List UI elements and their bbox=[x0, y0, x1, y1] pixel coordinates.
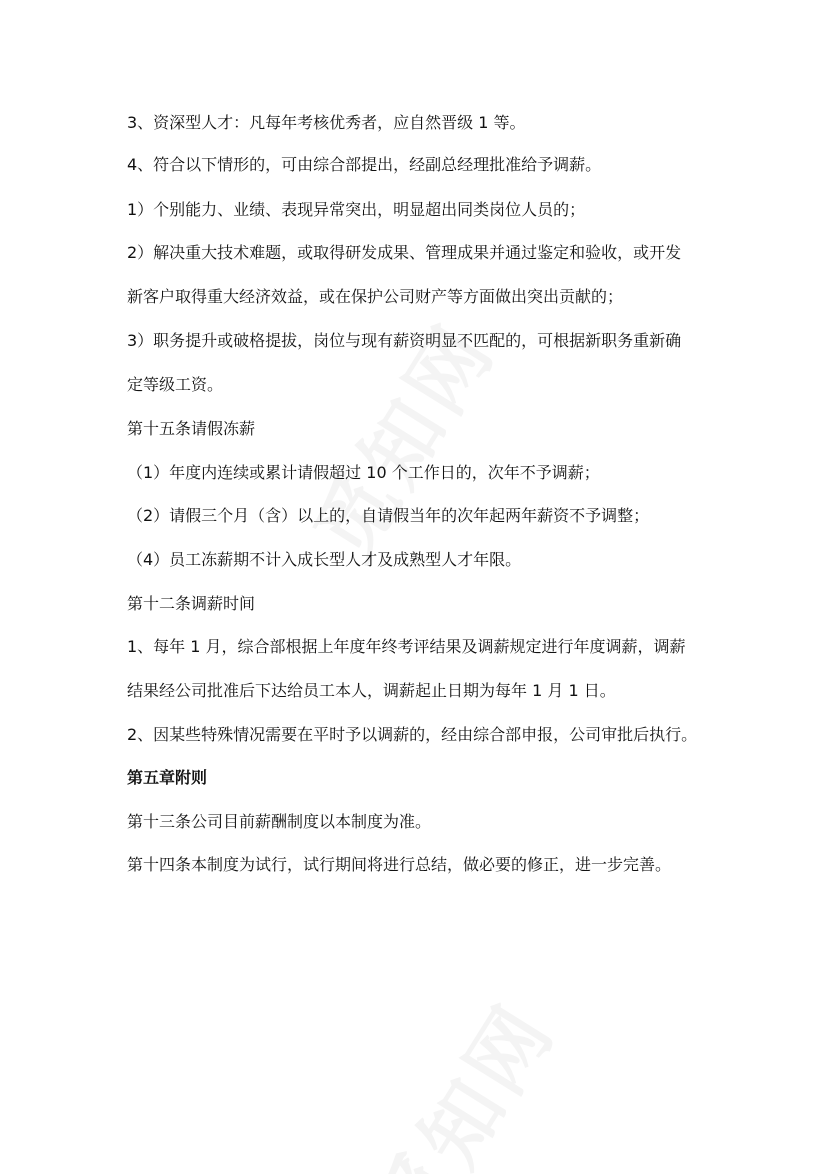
paragraph-line: 2、因某些特殊情况需要在平时予以调薪的，经由综合部申报，公司审批后执行。 bbox=[127, 725, 698, 744]
paragraph-line: 结果经公司批准后下达给员工本人，调薪起止日期为每年 1 月 1 日。 bbox=[127, 681, 616, 700]
section-heading: 第十五条请假冻薪 bbox=[127, 419, 256, 438]
list-item: （4）员工冻薪期不计入成长型人才及成熟型人才年限。 bbox=[127, 550, 522, 569]
paragraph-line: 4、符合以下情形的，可由综合部提出，经副总经理批准给予调薪。 bbox=[127, 155, 602, 174]
watermark-logo bbox=[342, 978, 576, 1174]
list-item: （2）请假三个月（含）以上的，自请假当年的次年起两年薪资不予调整； bbox=[127, 506, 650, 525]
chapter-heading: 第五章附则 bbox=[127, 768, 208, 787]
section-heading: 第十二条调薪时间 bbox=[127, 594, 256, 613]
paragraph-line: 第十四条本制度为试行，试行期间将进行总结，做必要的修正，进一步完善。 bbox=[127, 855, 672, 874]
list-item-continuation: 定等级工资。 bbox=[127, 375, 224, 394]
list-item: 3）职务提升或破格提拔，岗位与现有薪资明显不匹配的，可根据新职务重新确 bbox=[127, 331, 682, 350]
paragraph-line: 1、每年 1 月，综合部根据上年度年终考评结果及调薪规定进行年度调薪，调薪 bbox=[127, 637, 686, 656]
list-item: 1）个别能力、业绩、表现异常突出，明显超出同类岗位人员的； bbox=[127, 200, 586, 219]
paragraph-line: 第十三条公司目前薪酬制度以本制度为准。 bbox=[127, 812, 432, 831]
list-item: （1）年度内连续或累计请假超过 10 个工作日的，次年不予调薪； bbox=[127, 463, 600, 482]
paragraph-line: 3、资深型人才：凡每年考核优秀者，应自然晋级 1 等。 bbox=[127, 113, 526, 132]
list-item-continuation: 新客户取得重大经济效益，或在保护公司财产等方面做出突出贡献的； bbox=[127, 287, 624, 306]
list-item: 2）解决重大技术难题，或取得研发成果、管理成果并通过鉴定和验收，或开发 bbox=[127, 243, 682, 262]
